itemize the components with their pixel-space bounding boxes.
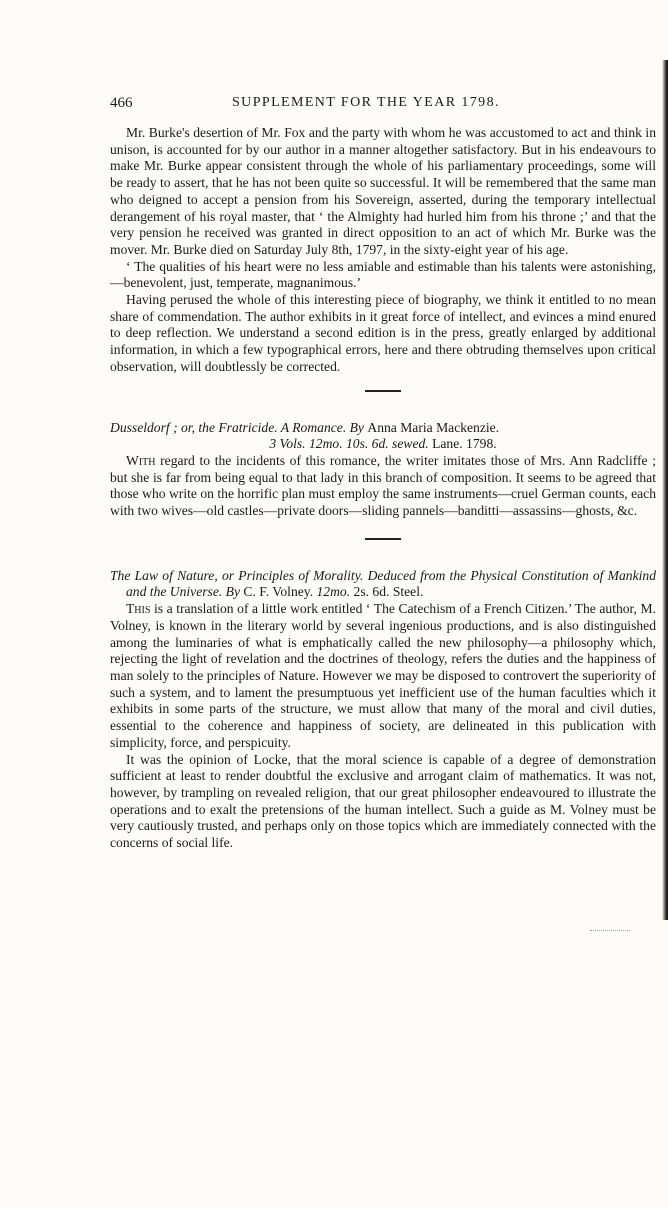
book-publisher: Lane. 1798. [432, 436, 497, 452]
page-speckle [590, 930, 630, 933]
paragraph-text: regard to the incidents of this romance, the writer imitates those of Mrs. Ann Radcliffe ; but she is far from being equal to that lady in this branch of composition. It seems to be agreed that those who write on the horrific plan must employ the same instruments—cruel German counts, each with two wives—old castles—private doors—sliding pannels—banditti—assassins—ghosts, &c. [110, 452, 656, 519]
paragraph [110, 453, 656, 520]
book-publisher: Steel. [392, 584, 424, 600]
paragraph: It was the opinion of Locke, that the moral science is capable of a degree of demonstration sufficient at least to render doubtful the exclusive and arrogant claim of mathematics. It was not, however, by trampling on revealed religion, that our great philosopher endeavoured to illustrate the operations and to exalt the pretensions of the human intellect. Such a guide as M. Volney must be very cautiously trusted, and perhaps only on those topics which are immediately connected with the concerns of social life. [110, 751, 656, 851]
quotation-paragraph: ‘ The qualities of his heart were no less amiable and estimable than his talents were astonishing,—benevolent, just, temperate, magnanimous.’ [110, 258, 656, 291]
article-volney-review [110, 568, 656, 852]
book-format: 12mo. [316, 584, 351, 600]
book-imprint [110, 436, 656, 453]
book-format: 3 Vols. 12mo. 10s. 6d. sewed. [269, 436, 429, 452]
paragraph: Having perused the whole of this interesting piece of biography, we think it entitled to no mean share of commendation. The author exhibits in it great force of intellect, and evinces a mind enured to deep reflection. We understand a second edition is in the press, greatly enlarged by additional information, in which a few typographical errors, here and there obtruding themselves upon critical observation, will doubtlessly be corrected. [110, 292, 656, 374]
page-header [110, 95, 650, 117]
book-author: Anna Maria Mackenzie. [367, 419, 500, 435]
section-divider [365, 390, 401, 392]
book-title: Dusseldorf ; or, the Fratricide. A Romance. By [110, 419, 364, 435]
book-title: The Law of Nature, or Principles of Morality. Deduced from the Physical Constitution of Mankind and the Universe. By [110, 567, 656, 600]
section-divider [365, 538, 401, 540]
review-title [110, 420, 656, 453]
page-body [110, 125, 656, 852]
page-number: 466 [110, 95, 133, 111]
paragraph-text: is a translation of a little work entitled ‘ The Catechism of a French Citizen.’ The author, M. Volney, is known in the literary world by several ingenious productions, and is also distinguished among the luminaries of what is emphatically called the new philosophy—a philosophy which, rejecting the light of revelation and the doctrines of theology, refers the duties and the happiness of man solely to the principles of Nature. However we may be disposed to controvert the superiority of such a system, and to lament the presumptuous yet inefficient use of the human faculties which it exhibits in some parts of the structure, we must allow that many of the moral and civil duties, essential to the coherence and happiness of society, are delineated in this publication with simplicity, force, and perspicuity. [110, 601, 656, 750]
lead-word: With [126, 452, 156, 468]
article-burke-review [110, 125, 656, 376]
book-author: C. F. Volney. [243, 584, 314, 600]
review-title [110, 568, 656, 601]
paragraph: Mr. Burke's desertion of Mr. Fox and the party with whom he was accustomed to act and think in unison, is accounted for by our author in a manner altogether satisfactory. But in his endeavours to make Mr. Burke appear consistent through the whole of his parliamentary proceedings, some will be ready to assert, that he has not been quite so successful. It will be remembered that the same man who deigned to accept a pension from his Sovereign, asserted, during the temporary intellectual derangement of his royal master, that ‘ the Almighty had hurled him from his throne ;’ and that the very pension he received was granted in direct opposition to an act of which Mr. Burke was the mover. Mr. Burke died on Saturday July 8th, 1797, in the sixty-eight year of his age. [110, 125, 656, 257]
lead-word: This [126, 601, 151, 617]
page-edge-shadow [662, 60, 668, 920]
paragraph [110, 601, 656, 751]
book-price: 2s. 6d. [353, 584, 390, 600]
article-dusseldorf-review [110, 420, 656, 520]
running-head: SUPPLEMENT FOR THE YEAR 1798. [232, 95, 500, 110]
